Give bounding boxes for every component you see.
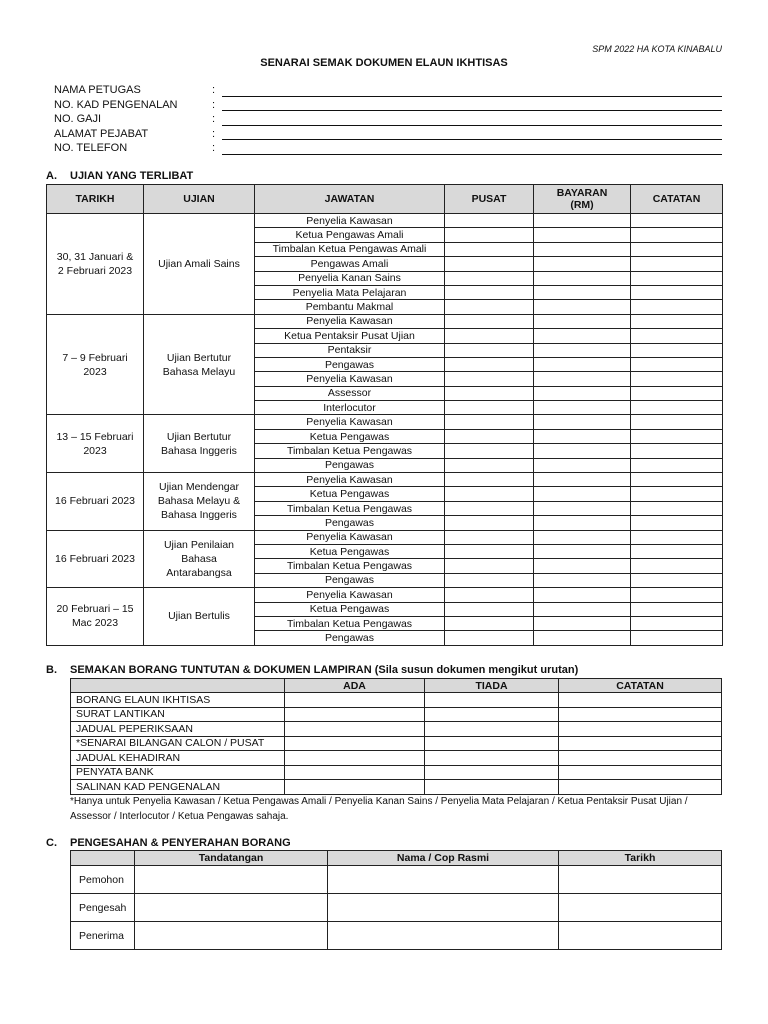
payment-input-cell[interactable] xyxy=(534,285,631,299)
center-input-cell[interactable] xyxy=(445,372,534,386)
center-input-cell[interactable] xyxy=(445,285,534,299)
center-input-cell[interactable] xyxy=(445,530,534,544)
name-stamp-cell[interactable] xyxy=(328,866,559,894)
remarks-input-cell[interactable] xyxy=(631,271,723,285)
payment-input-cell[interactable] xyxy=(534,487,631,501)
payment-input-cell[interactable] xyxy=(534,372,631,386)
info-input-line[interactable] xyxy=(222,139,722,140)
checklist-remarks-cell[interactable] xyxy=(559,736,722,751)
center-input-cell[interactable] xyxy=(445,573,534,587)
role-label: Pengesah xyxy=(71,894,135,922)
payment-input-cell[interactable] xyxy=(534,357,631,371)
position-cell: Interlocutor xyxy=(255,401,445,415)
remarks-input-cell[interactable] xyxy=(631,516,723,530)
payment-input-cell[interactable] xyxy=(534,516,631,530)
checklist-row xyxy=(71,780,722,795)
center-input-cell[interactable] xyxy=(445,501,534,515)
exam-table-row xyxy=(47,530,723,544)
info-row xyxy=(54,127,722,142)
exam-date-cell: 20 Februari – 15 Mac 2023 xyxy=(47,588,144,646)
info-row xyxy=(54,98,722,113)
checklist-item: JADUAL PEPERIKSAAN xyxy=(71,722,285,737)
checklist-item: SALINAN KAD PENGENALAN xyxy=(71,780,285,795)
checklist-remarks-cell[interactable] xyxy=(559,780,722,795)
ada-checkbox-cell[interactable] xyxy=(285,751,425,766)
position-cell: Pengawas Amali xyxy=(255,257,445,271)
remarks-input-cell[interactable] xyxy=(631,573,723,587)
remarks-input-cell[interactable] xyxy=(631,501,723,515)
exam-table-row xyxy=(47,473,723,487)
exam-name-cell: Ujian Penilaian Bahasa Antarabangsa xyxy=(144,530,255,588)
checklist-remarks-cell[interactable] xyxy=(559,707,722,722)
position-cell: Ketua Pentaksir Pusat Ujian xyxy=(255,329,445,343)
remarks-input-cell[interactable] xyxy=(631,458,723,472)
payment-input-cell[interactable] xyxy=(534,429,631,443)
remarks-input-cell[interactable] xyxy=(631,242,723,256)
center-input-cell[interactable] xyxy=(445,487,534,501)
payment-input-cell[interactable] xyxy=(534,559,631,573)
exam-table-row xyxy=(47,415,723,429)
section-a-title: UJIAN YANG TERLIBAT xyxy=(70,170,194,182)
verification-row xyxy=(71,922,722,950)
checklist-header: ADA xyxy=(285,679,425,693)
payment-input-cell[interactable] xyxy=(534,473,631,487)
remarks-input-cell[interactable] xyxy=(631,314,723,328)
payment-input-cell[interactable] xyxy=(534,602,631,616)
center-input-cell[interactable] xyxy=(445,616,534,630)
remarks-input-cell[interactable] xyxy=(631,631,723,645)
position-cell: Penyelia Kanan Sains xyxy=(255,271,445,285)
tiada-checkbox-cell[interactable] xyxy=(425,765,559,780)
center-input-cell[interactable] xyxy=(445,444,534,458)
exam-date-cell: 7 – 9 Februari 2023 xyxy=(47,314,144,415)
position-cell: Pembantu Makmal xyxy=(255,300,445,314)
payment-input-cell[interactable] xyxy=(534,415,631,429)
verification-header: Tarikh xyxy=(559,851,722,866)
position-cell: Penyelia Kawasan xyxy=(255,473,445,487)
center-input-cell[interactable] xyxy=(445,214,534,228)
ada-checkbox-cell[interactable] xyxy=(285,707,425,722)
position-cell: Timbalan Ketua Pengawas xyxy=(255,444,445,458)
payment-input-cell[interactable] xyxy=(534,271,631,285)
info-colon: : xyxy=(212,98,216,111)
position-cell: Ketua Pengawas xyxy=(255,544,445,558)
role-label: Pemohon xyxy=(71,866,135,894)
center-input-cell[interactable] xyxy=(445,228,534,242)
checklist-remarks-cell[interactable] xyxy=(559,722,722,737)
verification-row xyxy=(71,866,722,894)
ada-checkbox-cell[interactable] xyxy=(285,722,425,737)
remarks-input-cell[interactable] xyxy=(631,415,723,429)
info-input-line[interactable] xyxy=(222,125,722,126)
center-input-cell[interactable] xyxy=(445,271,534,285)
exam-table-header: JAWATAN xyxy=(255,185,445,214)
payment-input-cell[interactable] xyxy=(534,257,631,271)
center-input-cell[interactable] xyxy=(445,257,534,271)
exam-date-cell: 13 – 15 Februari 2023 xyxy=(47,415,144,473)
center-input-cell[interactable] xyxy=(445,314,534,328)
checklist-row xyxy=(71,751,722,766)
remarks-input-cell[interactable] xyxy=(631,530,723,544)
section-b-number: B. xyxy=(46,664,57,676)
info-label: NO. GAJI xyxy=(54,113,102,126)
checklist-item: *SENARAI BILANGAN CALON / PUSAT xyxy=(71,736,285,751)
position-cell: Ketua Pengawas xyxy=(255,602,445,616)
ada-checkbox-cell[interactable] xyxy=(285,780,425,795)
payment-input-cell[interactable] xyxy=(534,616,631,630)
exam-table-header: TARIKH xyxy=(47,185,144,214)
verification-header: Tandatangan xyxy=(135,851,328,866)
signature-cell[interactable] xyxy=(135,922,328,950)
exam-name-cell: Ujian Mendengar Bahasa Melayu & Bahasa Inggeris xyxy=(144,473,255,531)
exam-table-row xyxy=(47,214,723,228)
center-input-cell[interactable] xyxy=(445,473,534,487)
checklist-row xyxy=(71,693,722,708)
exam-date-cell: 30, 31 Januari & 2 Februari 2023 xyxy=(47,214,144,315)
checklist-item: SURAT LANTIKAN xyxy=(71,707,285,722)
center-input-cell[interactable] xyxy=(445,329,534,343)
center-input-cell[interactable] xyxy=(445,357,534,371)
section-a-heading xyxy=(46,170,193,182)
info-colon: : xyxy=(212,113,216,126)
checklist-row xyxy=(71,736,722,751)
officer-info xyxy=(54,83,722,156)
exam-date-cell: 16 Februari 2023 xyxy=(47,473,144,531)
info-label: NO. TELEFON xyxy=(54,142,128,155)
checklist-row xyxy=(71,707,722,722)
payment-input-cell[interactable] xyxy=(534,300,631,314)
exam-name-cell: Ujian Bertutur Bahasa Inggeris xyxy=(144,415,255,473)
exam-table-header: BAYARAN (RM) xyxy=(534,185,631,214)
remarks-input-cell[interactable] xyxy=(631,300,723,314)
center-input-cell[interactable] xyxy=(445,559,534,573)
payment-input-cell[interactable] xyxy=(534,444,631,458)
ada-checkbox-cell[interactable] xyxy=(285,736,425,751)
remarks-input-cell[interactable] xyxy=(631,559,723,573)
remarks-input-cell[interactable] xyxy=(631,401,723,415)
role-label: Penerima xyxy=(71,922,135,950)
position-cell: Pengawas xyxy=(255,516,445,530)
section-c-number: C. xyxy=(46,837,57,849)
date-cell[interactable] xyxy=(559,922,722,950)
section-b-title: SEMAKAN BORANG TUNTUTAN & DOKUMEN LAMPIRAN (Sila susun dokumen mengikut urutan) xyxy=(70,664,579,676)
verification-header: Nama / Cop Rasmi xyxy=(328,851,559,866)
position-cell: Penyelia Kawasan xyxy=(255,530,445,544)
exam-name-cell: Ujian Amali Sains xyxy=(144,214,255,315)
remarks-input-cell[interactable] xyxy=(631,616,723,630)
remarks-input-cell[interactable] xyxy=(631,285,723,299)
position-cell: Penyelia Kawasan xyxy=(255,314,445,328)
ada-checkbox-cell[interactable] xyxy=(285,765,425,780)
checklist-remarks-cell[interactable] xyxy=(559,765,722,780)
center-input-cell[interactable] xyxy=(445,386,534,400)
position-cell: Ketua Pengawas xyxy=(255,487,445,501)
remarks-input-cell[interactable] xyxy=(631,372,723,386)
document-title: SENARAI SEMAK DOKUMEN ELAUN IKHTISAS xyxy=(260,57,508,69)
section-c-heading xyxy=(46,837,291,849)
exam-table xyxy=(46,184,723,646)
date-cell[interactable] xyxy=(559,866,722,894)
verification-header xyxy=(71,851,135,866)
exam-table-row xyxy=(47,588,723,602)
center-input-cell[interactable] xyxy=(445,429,534,443)
verification-row xyxy=(71,894,722,922)
checklist-header: CATATAN xyxy=(559,679,722,693)
center-input-cell[interactable] xyxy=(445,415,534,429)
remarks-input-cell[interactable] xyxy=(631,473,723,487)
exam-table-row xyxy=(47,314,723,328)
position-cell: Assessor xyxy=(255,386,445,400)
name-stamp-cell[interactable] xyxy=(328,894,559,922)
checklist-note: *Hanya untuk Penyelia Kawasan / Ketua Pengawas Amali / Penyelia Kanan Sains / Penyelia Mata Pelajaran / Ketua Pentaksir Pusat Ujian / Assessor / Interlocutor / Ketua Pengawas sahaja. xyxy=(70,796,688,822)
tiada-checkbox-cell[interactable] xyxy=(425,722,559,737)
payment-input-cell[interactable] xyxy=(534,588,631,602)
tiada-checkbox-cell[interactable] xyxy=(425,707,559,722)
remarks-input-cell[interactable] xyxy=(631,487,723,501)
position-cell: Penyelia Kawasan xyxy=(255,372,445,386)
remarks-input-cell[interactable] xyxy=(631,602,723,616)
position-cell: Penyelia Kawasan xyxy=(255,214,445,228)
center-input-cell[interactable] xyxy=(445,602,534,616)
checklist-header: TIADA xyxy=(425,679,559,693)
position-cell: Timbalan Ketua Pengawas Amali xyxy=(255,242,445,256)
checklist-remarks-cell[interactable] xyxy=(559,693,722,708)
info-input-line[interactable] xyxy=(222,110,722,111)
payment-input-cell[interactable] xyxy=(534,573,631,587)
tiada-checkbox-cell[interactable] xyxy=(425,780,559,795)
remarks-input-cell[interactable] xyxy=(631,257,723,271)
remarks-input-cell[interactable] xyxy=(631,228,723,242)
section-a-number: A. xyxy=(46,170,57,182)
verification-table xyxy=(70,850,722,950)
info-input-line[interactable] xyxy=(222,154,722,155)
document-code: SPM 2022 HA KOTA KINABALU xyxy=(592,44,722,54)
ada-checkbox-cell[interactable] xyxy=(285,693,425,708)
info-label: ALAMAT PEJABAT xyxy=(54,127,149,140)
info-label: NO. KAD PENGENALAN xyxy=(54,98,178,111)
payment-input-cell[interactable] xyxy=(534,530,631,544)
position-cell: Timbalan Ketua Pengawas xyxy=(255,501,445,515)
info-row xyxy=(54,83,722,98)
payment-input-cell[interactable] xyxy=(534,242,631,256)
center-input-cell[interactable] xyxy=(445,401,534,415)
exam-table-header: CATATAN xyxy=(631,185,723,214)
payment-input-cell[interactable] xyxy=(534,329,631,343)
position-cell: Pengawas xyxy=(255,573,445,587)
position-cell: Penyelia Mata Pelajaran xyxy=(255,285,445,299)
signature-cell[interactable] xyxy=(135,894,328,922)
exam-table-header: UJIAN xyxy=(144,185,255,214)
payment-input-cell[interactable] xyxy=(534,228,631,242)
payment-input-cell[interactable] xyxy=(534,386,631,400)
section-b-heading xyxy=(46,664,578,676)
center-input-cell[interactable] xyxy=(445,588,534,602)
checklist-remarks-cell[interactable] xyxy=(559,751,722,766)
remarks-input-cell[interactable] xyxy=(631,429,723,443)
payment-input-cell[interactable] xyxy=(534,214,631,228)
tiada-checkbox-cell[interactable] xyxy=(425,693,559,708)
center-input-cell[interactable] xyxy=(445,300,534,314)
info-colon: : xyxy=(212,84,216,96)
center-input-cell[interactable] xyxy=(445,458,534,472)
center-input-cell[interactable] xyxy=(445,343,534,357)
exam-name-cell: Ujian Bertutur Bahasa Melayu xyxy=(144,314,255,415)
payment-input-cell[interactable] xyxy=(534,458,631,472)
remarks-input-cell[interactable] xyxy=(631,329,723,343)
exam-table-header: PUSAT xyxy=(445,185,534,214)
exam-date-cell: 16 Februari 2023 xyxy=(47,530,144,588)
exam-name-cell: Ujian Bertulis xyxy=(144,588,255,646)
checklist-header xyxy=(71,679,285,693)
info-input-line[interactable] xyxy=(222,96,722,97)
checklist-row xyxy=(71,722,722,737)
payment-input-cell[interactable] xyxy=(534,501,631,515)
info-colon: : xyxy=(212,127,216,140)
remarks-input-cell[interactable] xyxy=(631,214,723,228)
remarks-input-cell[interactable] xyxy=(631,444,723,458)
payment-input-cell[interactable] xyxy=(534,544,631,558)
position-cell: Pentaksir xyxy=(255,343,445,357)
position-cell: Penyelia Kawasan xyxy=(255,588,445,602)
remarks-input-cell[interactable] xyxy=(631,386,723,400)
checklist-item: PENYATA BANK xyxy=(71,765,285,780)
info-colon: : xyxy=(212,142,216,155)
center-input-cell[interactable] xyxy=(445,544,534,558)
tiada-checkbox-cell[interactable] xyxy=(425,736,559,751)
date-cell[interactable] xyxy=(559,894,722,922)
payment-input-cell[interactable] xyxy=(534,401,631,415)
document-checklist-table xyxy=(70,678,722,795)
checklist-item: JADUAL KEHADIRAN xyxy=(71,751,285,766)
position-cell: Pengawas xyxy=(255,458,445,472)
center-input-cell[interactable] xyxy=(445,516,534,530)
center-input-cell[interactable] xyxy=(445,631,534,645)
info-label: NAMA PETUGAS xyxy=(54,84,141,96)
checklist-row xyxy=(71,765,722,780)
payment-input-cell[interactable] xyxy=(534,631,631,645)
position-cell: Pengawas xyxy=(255,631,445,645)
center-input-cell[interactable] xyxy=(445,242,534,256)
position-cell: Timbalan Ketua Pengawas xyxy=(255,559,445,573)
position-cell: Pengawas xyxy=(255,357,445,371)
payment-input-cell[interactable] xyxy=(534,314,631,328)
signature-cell[interactable] xyxy=(135,866,328,894)
info-row xyxy=(54,112,722,127)
remarks-input-cell[interactable] xyxy=(631,343,723,357)
position-cell: Ketua Pengawas xyxy=(255,429,445,443)
position-cell: Ketua Pengawas Amali xyxy=(255,228,445,242)
remarks-input-cell[interactable] xyxy=(631,544,723,558)
remarks-input-cell[interactable] xyxy=(631,588,723,602)
info-row xyxy=(54,141,722,156)
position-cell: Penyelia Kawasan xyxy=(255,415,445,429)
position-cell: Timbalan Ketua Pengawas xyxy=(255,616,445,630)
remarks-input-cell[interactable] xyxy=(631,357,723,371)
payment-input-cell[interactable] xyxy=(534,343,631,357)
checklist-item: BORANG ELAUN IKHTISAS xyxy=(71,693,285,708)
section-c-title: PENGESAHAN & PENYERAHAN BORANG xyxy=(70,837,291,849)
name-stamp-cell[interactable] xyxy=(328,922,559,950)
tiada-checkbox-cell[interactable] xyxy=(425,751,559,766)
